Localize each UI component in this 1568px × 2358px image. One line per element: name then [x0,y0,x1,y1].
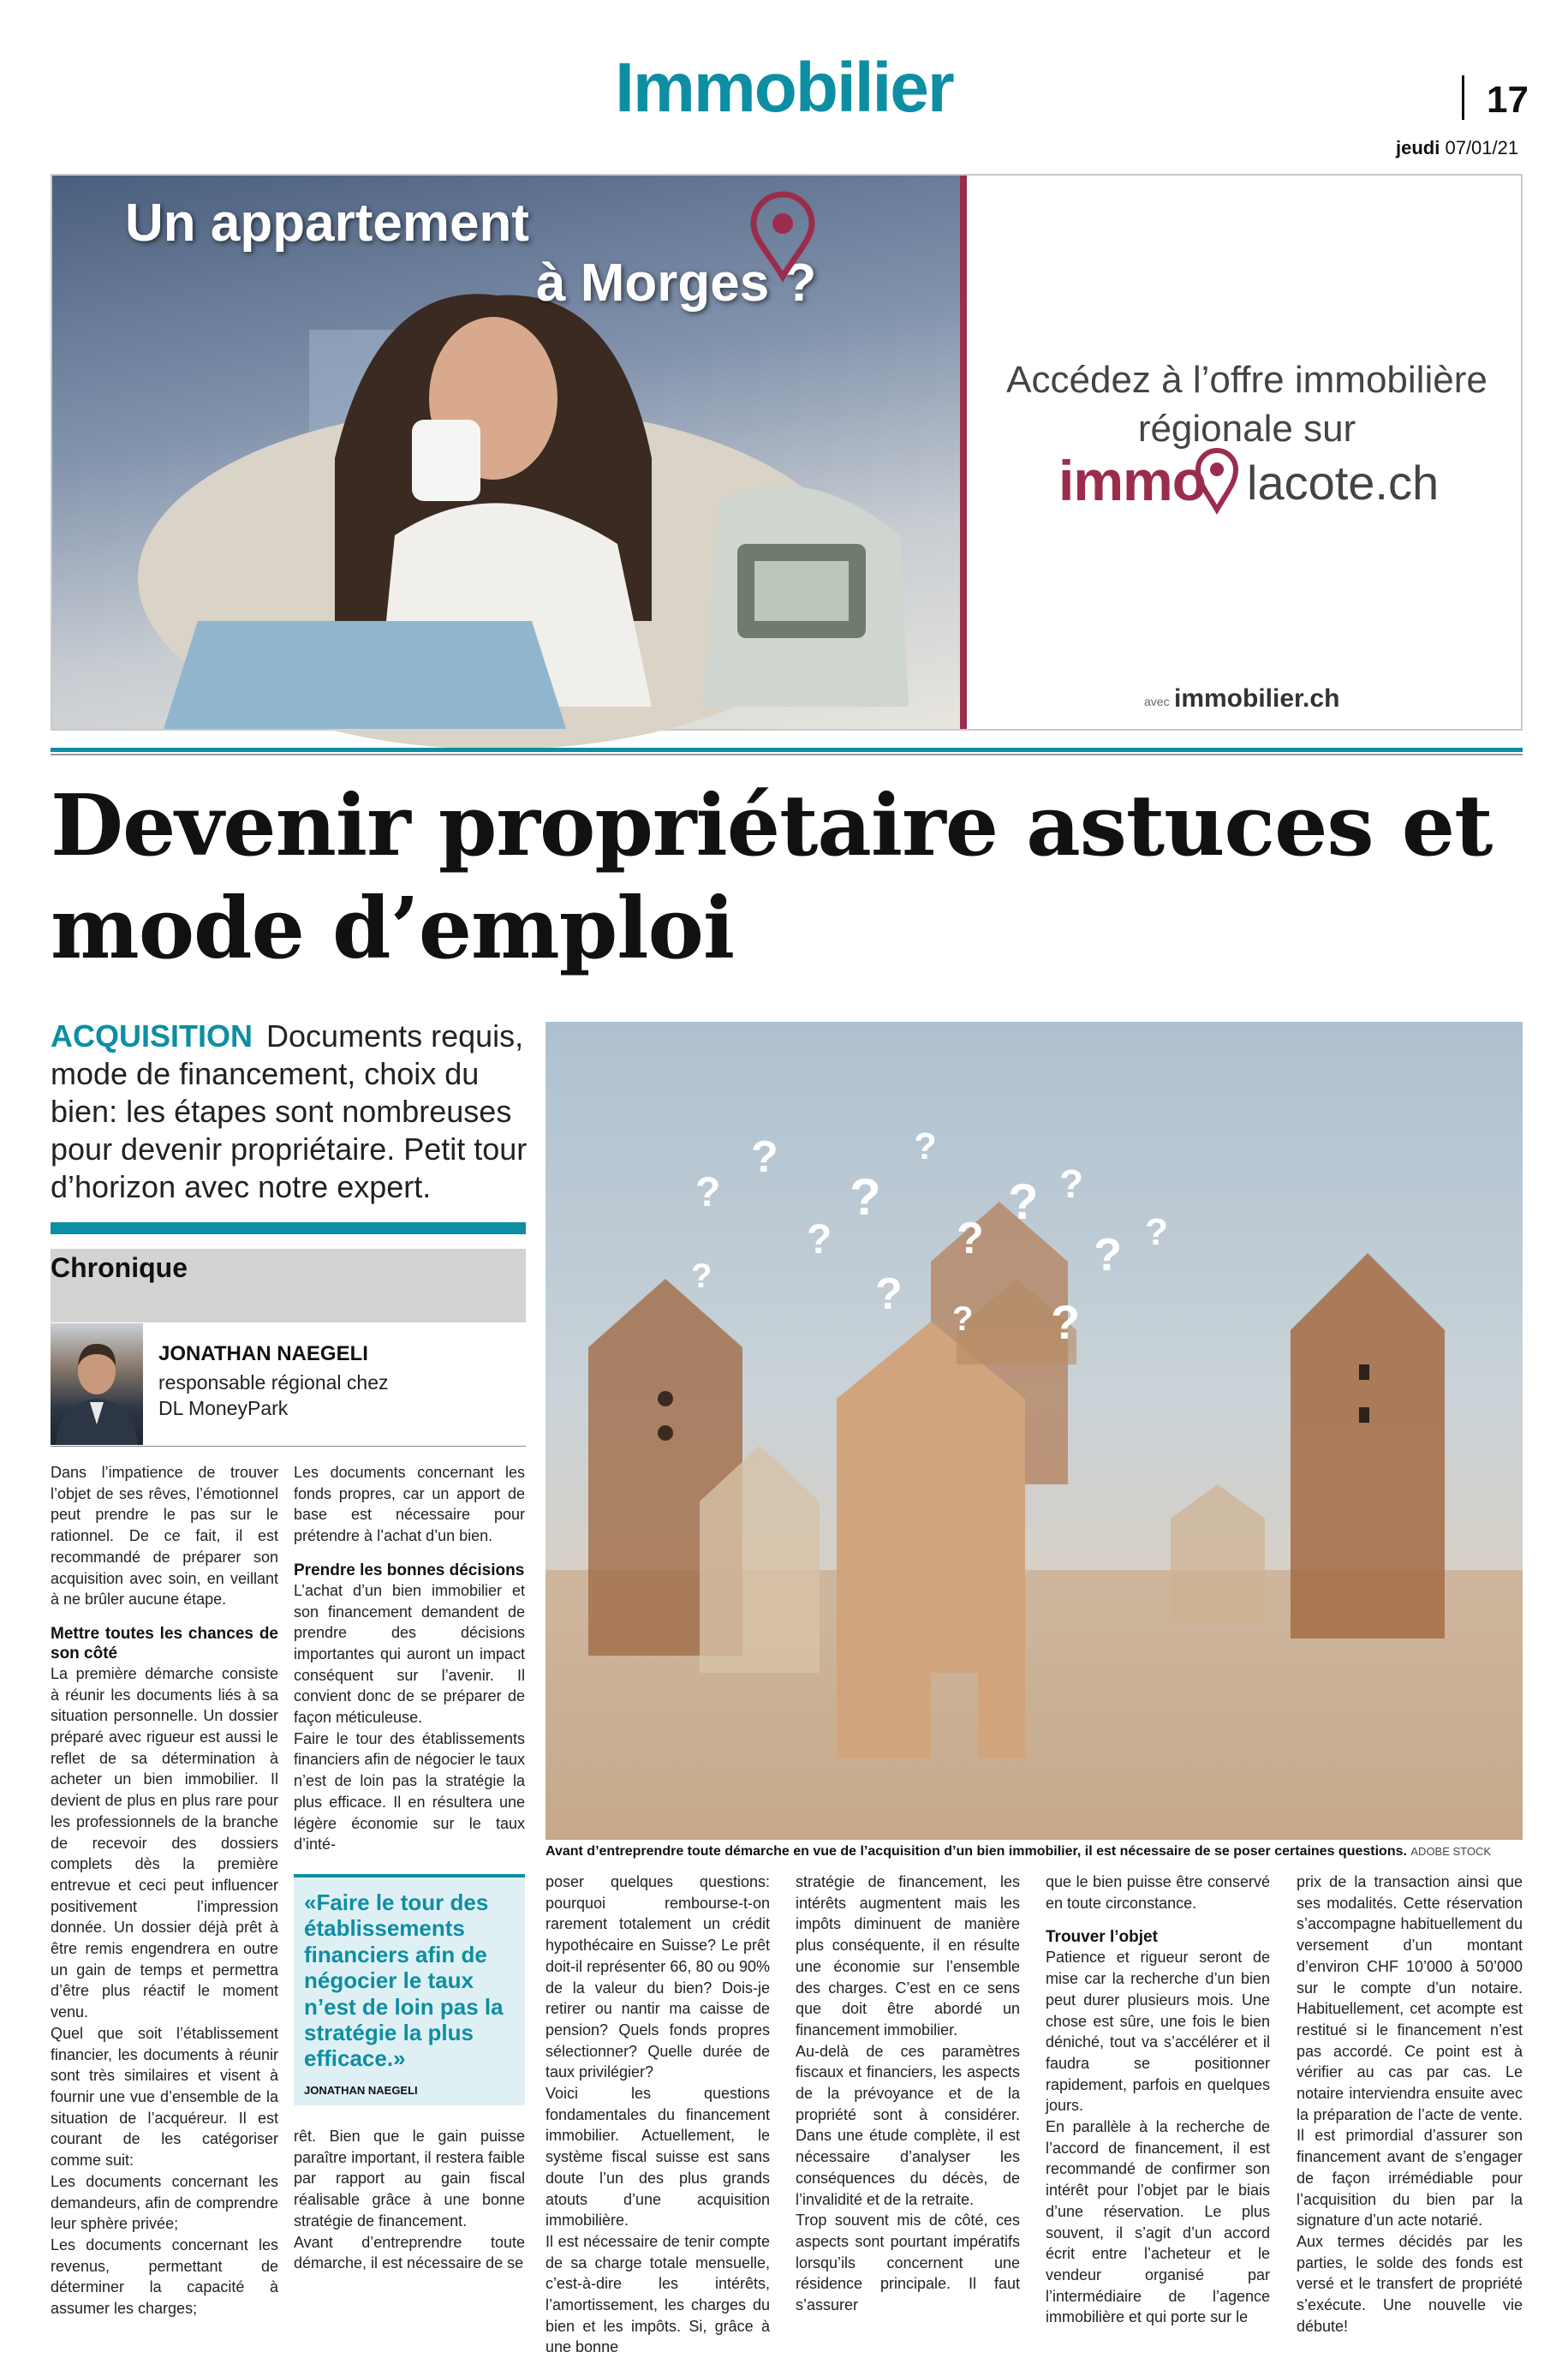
immo-logo: immo [1058,449,1207,512]
author-name: JONATHAN NAEGELI [158,1342,368,1365]
svg-text:?: ? [850,1168,881,1226]
svg-text:?: ? [1051,1295,1081,1349]
pull-quote-text: «Faire le tour des établissements financiers afin de négocier le taux n’est de loin pas la stratégie la plus efficace.» [304,1889,504,2072]
rubric-rule [51,1222,526,1234]
headline: Devenir propriétaire astuces et mode d’emploi [51,777,1493,978]
article-top-rule [51,748,1523,752]
svg-text:?: ? [1059,1161,1084,1206]
svg-text:?: ? [952,1300,974,1338]
ad-divider [960,176,967,729]
article-column-1: Dans l’impatience de trouver l’objet de ses rêves, l’émotionnel peut prendre le pas sur le rationnel. De ce fait, il est recommandé de préparer son acquisition avec soin, en veillant à ne brûler aucune étape. Mettre toutes les chances de son côté La première démarche consiste à réunir les documents liés à sa situation personnelle. Un dossier préparé avec rigueur est aussi le reflet de sa détermination à acheter un bien immobilier. Il devient de plus en plus rare pour les professionnels de la branche de recevoir des dossiers complets dès la première entrevue et ceci peut influencer positivement l’impression donnée. Un dossier déjà prêt à être remis engendrera en outre un gain de temps et permettra d’être plus réactif le moment venu. Quel que soit l’établissement financier, les documents à réunir sont très similaires et visent à fournir une vue d’ensemble de la situation de l’acquéreur. Il est courant de les catégoriser comme suit: Les documents concernant les demandeurs, afin de comprendre leur sphère privée; Les documents concernant les revenus, permettant de déterminer la capacité à assumer les charges; [51,1464,278,2318]
pull-quote [294,1874,525,2105]
svg-text:?: ? [1094,1229,1122,1280]
author-photo [51,1323,143,1445]
issue-date: jeudi 07/01/21 [1396,137,1519,158]
ad-question-line1: Un appartement [125,194,529,253]
svg-text:?: ? [807,1217,832,1263]
partner-prefix: avec [1144,695,1170,708]
lacote-domain: lacote.ch [1247,456,1440,510]
page-number-divider [1462,75,1464,120]
photo-caption: Avant d’entreprendre toute démarche en vue de l’acquisition d’un bien immobilier, il est nécessaire de se poser certaines questions. ADOBE STOCK [546,1844,1492,1859]
subheading: Trouver l’objet [1046,1928,1158,1947]
author-role: responsable régional chez DL MoneyPark [158,1371,389,1419]
article-column-6: prix de la transaction ainsi que ses modalités. Cette réservation s’accompagne habituellement du versement d’un montant d’environ CHF 10’000 à 50’000 sur le compte d’un notaire. Habituellement, cet acompte est restitué si le financement n’est pas accordé. Ce point est à vérifier au cas par cas. Le notaire interviendra ensuite avec la préparation de l’acte de vente. Il est primordial d’assurer son financement avant de s’engager de façon irrémédiable pour l’acquisition du bien par la signature d’un acte notarié. Aux termes décidés par les parties, le solde des fonds est versé et le transfert de propriété s’exécute. Une nouvelle vie débute! [1297,1873,1523,2335]
author-divider [51,1446,526,1447]
main-photo-wooden-houses [546,1022,1523,1840]
svg-text:?: ? [1145,1211,1168,1253]
logo-pin-icon [1195,448,1238,513]
advertisement[interactable] [51,174,1523,731]
ad-text: Accédez à l’offre immobilière régionale sur [1006,359,1488,451]
svg-text:?: ? [957,1214,984,1263]
article-column-5: que le bien puisse être conservé en toute circonstance. Trouver l’objet Patience et rigueur seront de mise car la recherche d’un bien peut durer plusieurs mois. Une chose est sûre, une fois le bien déniché, tout va s’accélérer et il faudra se positionner rapidement, parfois en quelques jours. En parallèle à la recherche de l’accord de financement, il est recommandé de confirmer son intérêt pour l’objet par le biais d’une réservation. Le plus souvent, il s’agit d’un accord écrit entre l’acheteur et le vendeur organisé par l’intermédiaire de l’agence immobilière et qui porte sur le [1046,1873,1270,2326]
subheading: Mettre toutes les chances de son côté [51,1624,278,1663]
partner-logo: immobilier.ch [1174,684,1340,713]
article-column-4: stratégie de financement, les intérêts augmentent mais les impôts diminuent de manière plus conséquente, il en résulte une économie sur l’ensemble des charges. C’est en ce sens que doit être abordé un financement immobilier. Au-delà de ces paramètres fiscaux et financiers, les aspects de la prévoyance et de la propriété sont à considérer. Dans une étude complète, il est nécessaire d’analyser les conséquences du décès, de l’invalidité et de la retraite. Trop souvent mis de côté, ces aspects sont pourtant impératifs lorsqu’ils concernent une résidence principale. Il faut s’assurer [796,1873,1020,2314]
photo-credit: ADOBE STOCK [1410,1845,1492,1858]
svg-text:?: ? [1008,1174,1039,1230]
ad-photo-woman-with-laptop [52,176,960,729]
article-column-2-top: Les documents concernant les fonds propres, car un apport de base est nécessaire pour prétendre à l’achat d’un bien. Prendre les bonnes décisions L’achat d’un bien immobilier et son financement demandent de prendre des décisions importantes qui auront un impact conséquent sur l’avenir. Il convient donc de se préparer de façon méticuleuse. Faire le tour des établissements financiers afin de négocier le taux n’est de loin pas la stratégie la plus efficace. Il en résultera une légère économie sur le taux d’inté- [294,1464,525,1854]
svg-text:?: ? [751,1132,778,1182]
svg-text:?: ? [875,1269,903,1319]
lead: ACQUISITION Documents requis, mode de financement, choix du bien: les étapes sont nombreuses pour devenir propriétaire. Petit tour d’horizon avec notre expert. [51,1018,528,1204]
kicker: ACQUISITION [51,1018,253,1054]
svg-text:?: ? [691,1257,712,1295]
article-column-3: poser quelques questions: pourquoi rembourse-t-on rarement totalement un crédit hypothécaire en Suisse? Le prêt doit-il représenter 66, 80 ou 90% de la valeur du bien? Dois-je retirer ou nantir ma caisse de pension? Quels fonds propres sélectionner? Quelle durée de taux privilégier? Voici les questions fondamentales du financement immobilier. Actuellement, le système fiscal suisse est sans doute l’un des plus grands atouts d’une acquisition immobilière. Il est nécessaire de tenir compte de sa charge totale mensuelle, c’est-à-dire les intérêts, l’amortissement, les charges du bien et les impôts. Si, grâce à une bonne [546,1873,770,2356]
subheading: Prendre les bonnes décisions [294,1561,525,1579]
location-pin-icon [750,194,815,280]
svg-text:?: ? [695,1170,721,1215]
pull-quote-author: JONATHAN NAEGELI [304,2083,418,2097]
article-top-rule-thin [51,754,1523,755]
rubric-label: Chronique [51,1249,526,1322]
svg-text:?: ? [914,1125,937,1167]
ad-question-line2: à Morges ? [536,254,817,313]
page-number: 17 [1487,79,1529,121]
article-column-2-bottom: rêt. Bien que le gain puisse paraître important, il restera faible par rapport au gain fiscal réalisable grâce à une bonne stratégie de financement. Avant d’entreprendre toute démarche, il est nécessaire de se [294,2128,525,2272]
section-title: Immobilier [615,49,953,127]
